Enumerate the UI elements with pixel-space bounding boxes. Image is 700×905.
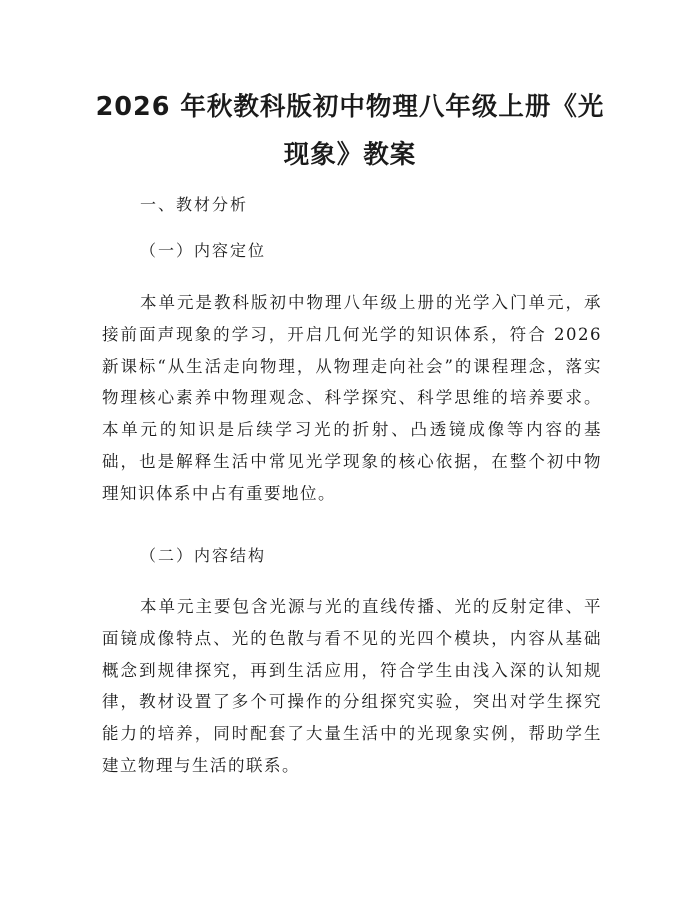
subsection-heading-content-positioning: （一）内容定位 [140,241,267,260]
paragraph-content-positioning: 本单元是教科版初中物理八年级上册的光学入门单元，承接前面声现象的学习，开启几何光学的知识体系，符合 2026 新课标“从生活走向物理，从物理走向社会”的课程理念，落实物理核心素养中物理观念、科学探究、科学思维的培养要求。本单元的知识是后续学习光的折射、凸透镜成像等内容的基础，也是解释生活中常见光学现象的核心依据，在整个初中物理知识体系中占有重要地位。 [102,293,602,503]
section-heading-textbook-analysis: 一、教材分析 [140,195,249,214]
document-title: 2026 年秋教科版初中物理八年级上册《光现象》教案 [95,92,605,170]
subsection-heading-content-structure: （二）内容结构 [140,546,267,565]
paragraph-content-structure: 本单元主要包含光源与光的直线传播、光的反射定律、平面镜成像特点、光的色散与看不见的光四个模块，内容从基础概念到规律探究，再到生活应用，符合学生由浅入深的认知规律，教材设置了多个可操作的分组探究实验，突出对学生探究能力的培养，同时配套了大量生活中的光现象实例，帮助学生建立物理与生活的联系。 [102,597,602,775]
